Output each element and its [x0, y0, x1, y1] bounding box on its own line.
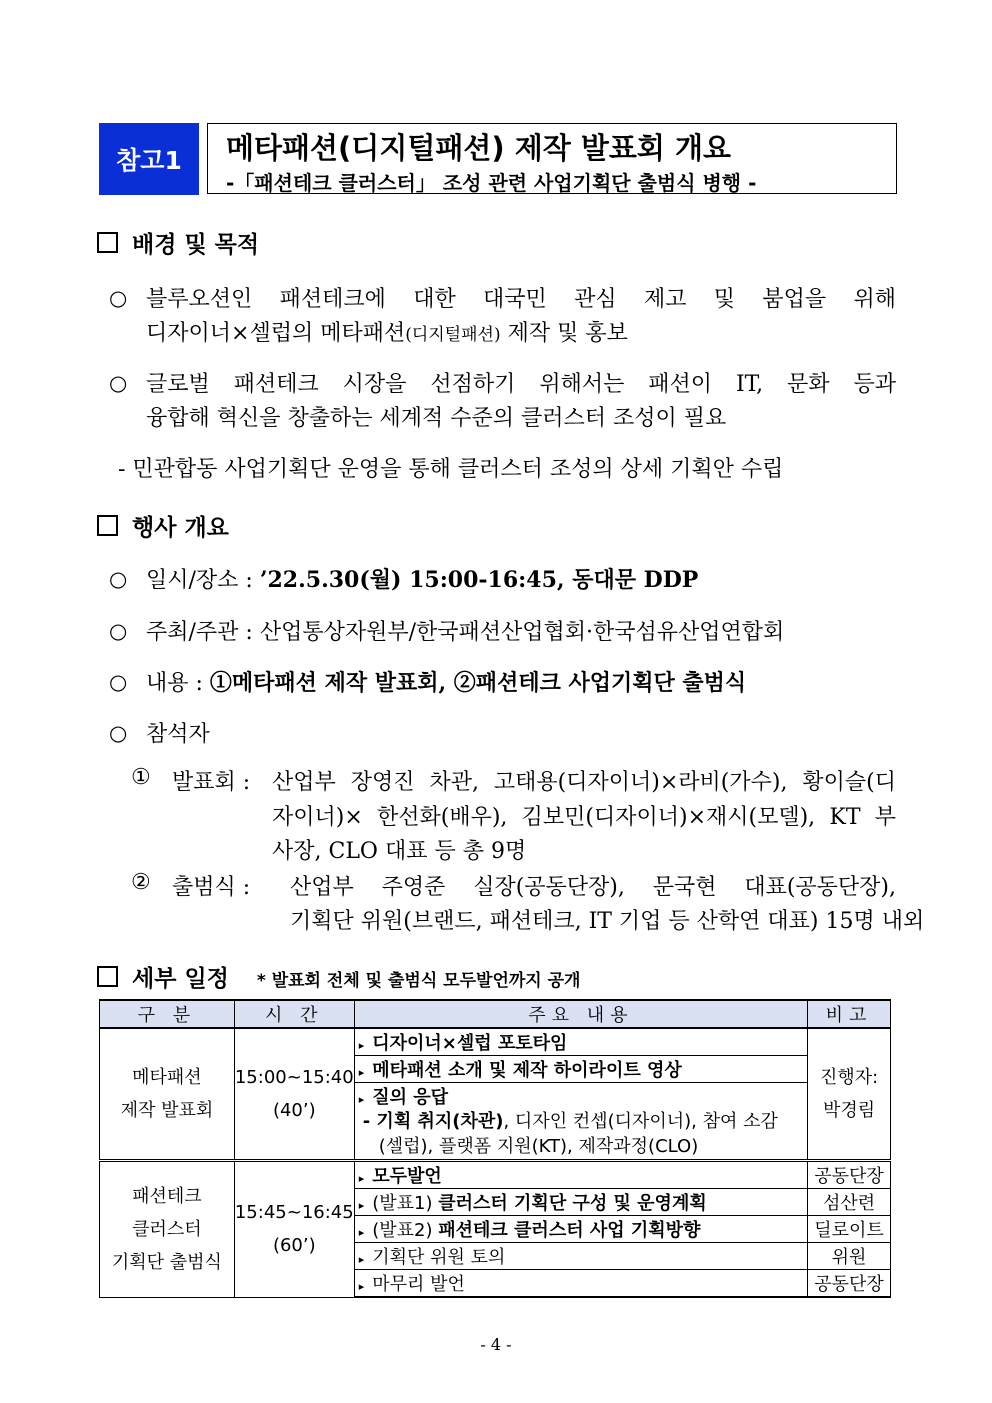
- event-host: 주최/주관 : 산업통상자원부/한국패션산업협회·한국섬유산업연합회: [146, 620, 785, 645]
- category-cell: 메타패션 제작 발표회: [100, 1028, 235, 1161]
- bullet-icon: ○: [109, 721, 128, 745]
- background-p1-line1: 블루오션인 패션테크에 대한 대국민 관심 제고 및 붐업을 위해: [146, 287, 896, 312]
- background-p3: - 민관합동 사업기획단 운영을 통해 클러스터 조성의 상세 기획안 수립: [118, 457, 784, 482]
- schedule-item: ▸ 디자이너×셀럽 포토타임: [354, 1028, 807, 1056]
- note-cell: 위원: [808, 1243, 891, 1270]
- attendee-2-line1: 산업부 주영준 실장(공동단장), 문국현 대표(공동단장),: [290, 875, 896, 900]
- note-cell: 진행자: 박경림: [808, 1028, 891, 1161]
- schedule-item: ▸ 메타패션 소개 및 제작 하이라이트 영상: [354, 1056, 807, 1083]
- background-p1-line2: 디자이너×셀럽의 메타패션(디지털패션) 제작 및 홍보: [146, 321, 628, 346]
- schedule-note: * 발표회 전체 및 출범식 모두발언까지 공개: [256, 971, 581, 991]
- schedule-detail: - 기획 취지(차관), 디자인 컨셉(디자이너), 참여 소감 (셀럽), 플랫폼 지원(KT), 제작과정(CLO): [354, 1109, 807, 1161]
- event-content: 내용 : ①메타패션 제작 발표회, ②패션테크 사업기획단 출범식: [146, 670, 747, 696]
- section-schedule: 세부 일정 * 발표회 전체 및 출범식 모두발언까지 공개: [97, 960, 580, 993]
- table-header-row: [100, 1000, 891, 1028]
- attendee-1-label: 발표회 :: [172, 770, 251, 795]
- checkbox-square-icon: [97, 515, 118, 536]
- schedule-item: ▸ 기획단 위원 토의: [354, 1243, 807, 1270]
- table-header: 시 간: [234, 1000, 354, 1028]
- attendee-1-line1: 산업부 장영진 차관, 고태용(디자이너)×라비(가수), 황이슬(디: [272, 770, 896, 795]
- attendee-2-line2: 기획단 위원(브랜드, 패션테크, IT 기업 등 산학연 대표) 15명 내외: [290, 909, 925, 934]
- schedule-item: ▸ 질의 응답: [354, 1083, 807, 1110]
- table-row: [100, 1028, 891, 1056]
- page-subtitle: -「패션테크 클러스터」 조성 관련 사업기획단 출범식 병행 -: [226, 171, 757, 195]
- section-event: 행사 개요: [97, 509, 229, 542]
- attendee-1-number: ①: [131, 765, 151, 790]
- attendee-1-line3: 사장, CLO 대표 등 총 9명: [272, 839, 527, 864]
- schedule-item: ▸ (발표2) 패션테크 클러스터 사업 기획방향: [354, 1216, 807, 1243]
- bullet-icon: ○: [109, 670, 128, 694]
- page-title: 메타패션(디지털패션) 제작 발표회 개요: [226, 131, 732, 165]
- bullet-icon: ○: [109, 567, 128, 591]
- background-p2-line1: 글로벌 패션테크 시장을 선점하기 위해서는 패션이 IT, 문화 등과: [146, 372, 896, 397]
- table-row: [100, 1161, 891, 1189]
- section-background: 배경 및 목적: [97, 226, 259, 259]
- bullet-icon: ○: [109, 286, 128, 310]
- event-date: 일시/장소 : ’22.5.30(월) 15:00-16:45, 동대문 DDP: [146, 567, 699, 593]
- schedule-item: ▸ (발표1) 클러스터 기획단 구성 및 운영계획: [354, 1189, 807, 1216]
- table-header: 주요 내용: [354, 1000, 807, 1028]
- note-cell: 공동단장: [808, 1270, 891, 1298]
- schedule-table: [99, 999, 891, 1298]
- bullet-icon: ○: [109, 371, 128, 395]
- note-cell: 공동단장: [808, 1161, 891, 1189]
- checkbox-square-icon: [97, 232, 118, 253]
- schedule-item: ▸ 마무리 발언: [354, 1270, 807, 1298]
- reference-tag: 참고1: [99, 123, 199, 195]
- table-header: 비고: [808, 1000, 891, 1028]
- note-cell: 딜로이트: [808, 1216, 891, 1243]
- attendee-2-number: ②: [131, 870, 151, 895]
- time-cell: 15:00~15:40 (40’): [234, 1028, 354, 1161]
- schedule-item: ▸ 모두발언: [354, 1161, 807, 1189]
- time-cell: 15:45~16:45 (60’): [234, 1161, 354, 1298]
- table-header: 구 분: [100, 1000, 235, 1028]
- page-number: - 4 -: [480, 1335, 512, 1354]
- background-p2-line2: 융합해 혁신을 창출하는 세계적 수준의 클러스터 조성이 필요: [146, 406, 727, 431]
- title-box: [207, 123, 897, 194]
- event-attendees-label: 참석자: [146, 722, 210, 747]
- checkbox-square-icon: [97, 966, 118, 987]
- category-cell: 패션테크 클러스터 기획단 출범식: [100, 1161, 235, 1298]
- attendee-2-label: 출범식 :: [172, 875, 251, 900]
- attendee-1-line2: 자이너)× 한선화(배우), 김보민(디자이너)×재시(모델), KT 부: [272, 805, 896, 830]
- note-cell: 섬산련: [808, 1189, 891, 1216]
- bullet-icon: ○: [109, 619, 128, 643]
